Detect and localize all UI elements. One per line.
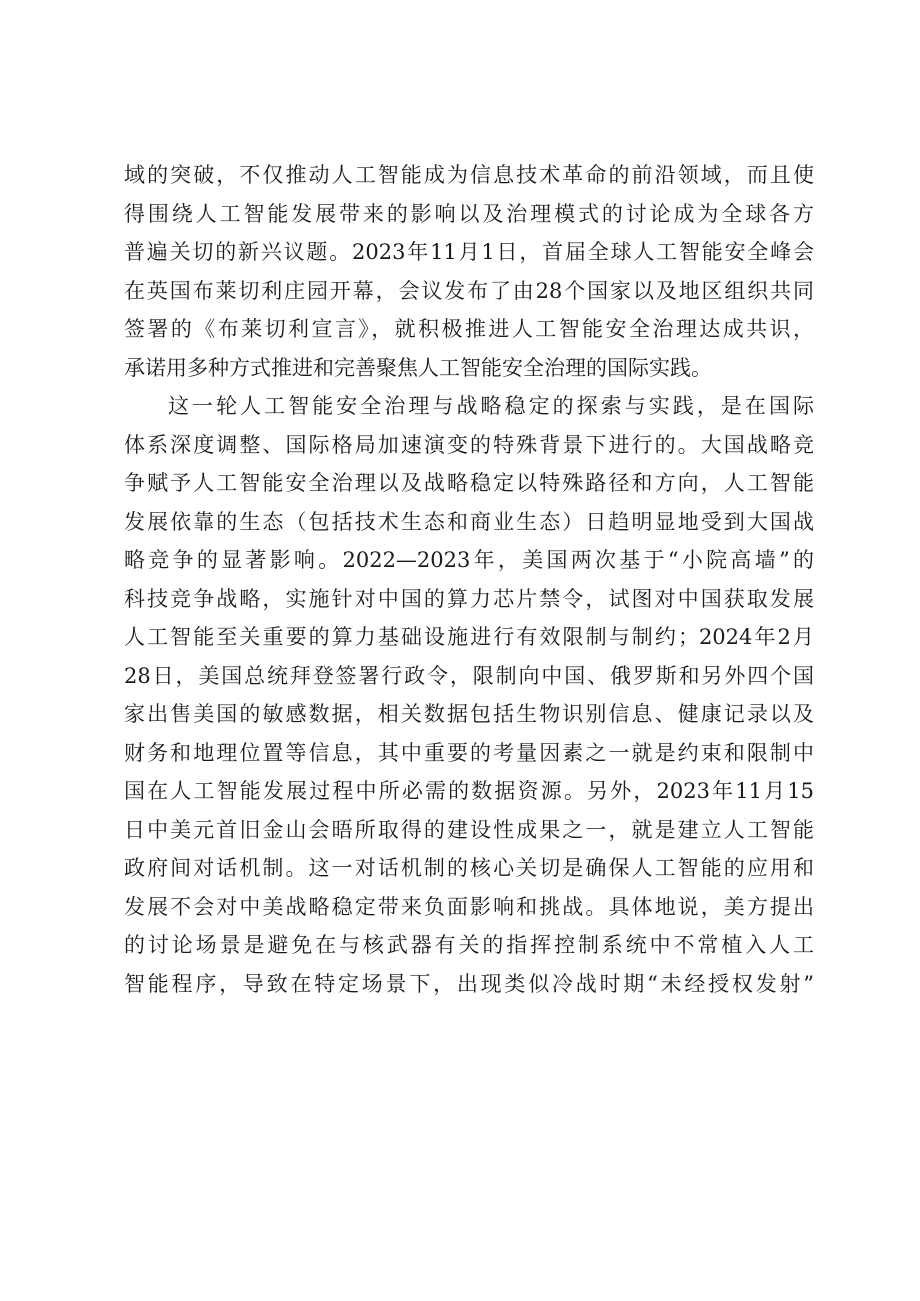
text-line: 28日，美国总统拜登签署行政令，限制向中国、俄罗斯和另外四个国 [124,663,814,688]
text-line: 的讨论场景是避免在与核武器有关的指挥控制系统中不常植入人工 [124,933,814,957]
text-line: 普遍关切的新兴议题。2023年11月1日，首届全球人工智能安全峰会 [124,240,814,264]
text-line: 这一轮人工智能安全治理与战略稳定的探索与实践，是在国际 [168,394,814,418]
text-line: 财务和地理位置等信息，其中重要的考量因素之一就是约束和限制中 [124,740,814,765]
text-line: 智能程序，导致在特定场景下，出现类似冷战时期“未经授权发射” [124,971,814,996]
paragraph-1 [124,156,814,387]
text-line: 域的突破，不仅推动人工智能成为信息技术革命的前沿领域，而且使 [124,163,814,187]
text-line: 发展依靠的生态（包括技术生态和商业生态）日趋明显地受到大国战 [124,509,814,534]
text-line: 政府间对话机制。这一对话机制的核心关切是确保人工智能的应用和 [124,856,814,880]
text-line: 体系深度调整、国际格局加速演变的特殊背景下进行的。大国战略竞 [124,432,814,457]
text-line: 略竞争的显著影响。2022—2023年，美国两次基于“小院高墙”的 [124,548,814,572]
text-line: 日中美元首旧金山会晤所取得的建设性成果之一，就是建立人工智能 [124,817,814,842]
document-body [124,156,814,1003]
paragraph-2 [124,387,814,1003]
text-line: 签署的《布莱切利宣言》，就积极推进人工智能安全治理达成共识， [124,317,814,341]
text-line: 人工智能至关重要的算力基础设施进行有效限制与制约；2024年2月 [124,625,814,649]
text-line: 家出售美国的敏感数据，相关数据包括生物识别信息、健康记录以及 [124,702,814,726]
text-line: 在英国布莱切利庄园开幕，会议发布了由28个国家以及地区组织共同 [124,278,814,303]
text-line: 科技竞争战略，实施针对中国的算力芯片禁令，试图对中国获取发展 [124,586,814,611]
text-line: 争赋予人工智能安全治理以及战略稳定以特殊路径和方向，人工智能 [124,471,814,495]
text-line: 得围绕人工智能发展带来的影响以及治理模式的讨论成为全球各方 [124,201,814,226]
text-line: 承诺用多种方式推进和完善聚焦人工智能安全治理的国际实践。 [124,355,712,380]
text-line: 发展不会对中美战略稳定带来负面影响和挑战。具体地说，美方提出 [124,894,814,919]
text-line: 国在人工智能发展过程中所必需的数据资源。另外，2023年11月15 [124,779,814,803]
